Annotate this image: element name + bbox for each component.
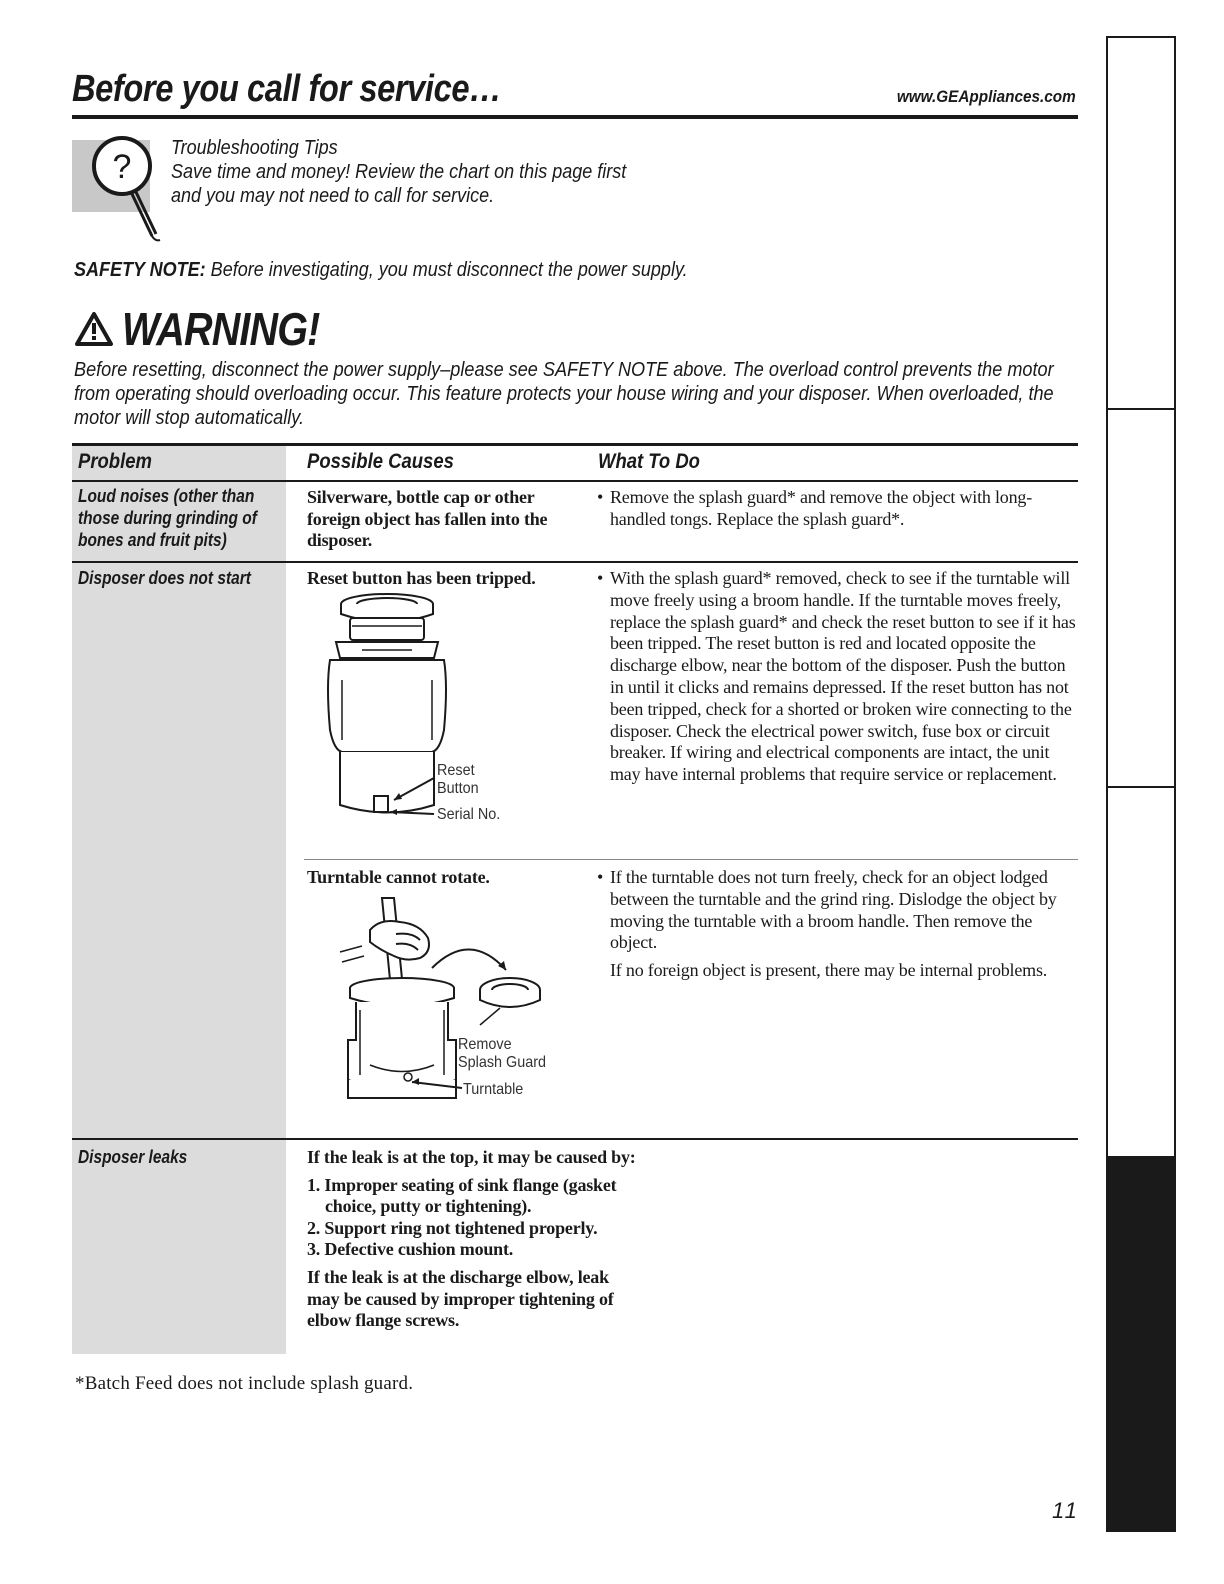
problem-does-not-start: Disposer does not start: [78, 568, 251, 588]
sub-row-divider: [304, 859, 1078, 860]
warning-triangle-icon: [74, 311, 114, 347]
label-button: Button: [437, 780, 479, 797]
question-mark-magnifier-icon: [72, 136, 182, 246]
svg-text:?: ?: [112, 148, 132, 186]
problem-loud-noises: Loud noises (other than those during grinding of bones and fruit pits): [78, 486, 257, 550]
header-what-to-do: What To Do: [598, 450, 700, 473]
page-number: 11: [1052, 1498, 1079, 1523]
turntable-illustration: [320, 890, 560, 1130]
label-serial-no: Serial No.: [437, 806, 501, 823]
tips-line-1: Save time and money! Review the chart on this page first: [171, 161, 627, 183]
list-item: 1. Improper seating of sink flange (gasket choice, putty or tightening).: [307, 1174, 617, 1217]
label-remove: Remove: [458, 1036, 512, 1053]
row-divider-leaks: [72, 1138, 1078, 1140]
title-rule: [72, 115, 1078, 119]
safety-note: [74, 259, 688, 282]
disposer-illustration: [322, 590, 452, 835]
todo-turntable-text: If the turntable does not turn freely, check for an object lodged between the turntable and the grind ring. Dislodge the object by moving the turntable with a broom handle. Then remove the object.: [610, 867, 1057, 953]
list-item: 3. Defective cushion mount.: [307, 1239, 514, 1260]
problem-disposer-leaks: Disposer leaks: [78, 1147, 188, 1167]
todo-remove-object-text: Remove the splash guard* and remove the object with long-handled tongs. Replace the splash guard*.: [610, 487, 1032, 529]
side-tab-active: [1106, 1156, 1176, 1532]
todo-reset-button: • With the splash guard* removed, check to see if the turntable will move freely using a broom handle. If the turntable moves freely, replace the splash guard* and check the reset button to see if it has been tripped. The reset button is red and located opposite the discharge elbow, near the bottom of the disposer. Push the button in until it clicks and remains depressed. If the reset button has not been tripped, check for a shorted or broken wire connecting to the disposer. Check the electrical power switch, fuse box or circuit breaker. If wiring and electrical components are intact, the unit may have internal problems that require service or replacement.: [597, 568, 1082, 786]
todo-internal-problems: If no foreign object is present, there may be internal problems.: [610, 960, 1048, 981]
label-turntable: Turntable: [463, 1081, 524, 1098]
cause-foreign-object: Silverware, bottle cap or other foreign object has fallen into the disposer.: [307, 487, 548, 551]
safety-note-label: SAFETY NOTE:: [74, 259, 206, 281]
row-divider: [72, 561, 1078, 563]
label-reset: Reset: [437, 762, 475, 779]
todo-turntable: • If the turntable does not turn freely, check for an object lodged between the turntable and the grind ring. Dislodge the object by moving the turntable with a broom handle. Then remove the object. If no foreign object is present, there may be internal problems.: [597, 867, 1082, 982]
cause-leaks: [307, 1147, 637, 1338]
warning-title: WARNING!: [122, 303, 320, 355]
side-tab-1: [1106, 36, 1176, 410]
leak-cause-list: [307, 1175, 637, 1261]
cause-reset-tripped: Reset button has been tripped.: [307, 568, 536, 588]
warning-text: Before resetting, disconnect the power supply–please see SAFETY NOTE above. The overload control prevents the motor from operating should overloading occur. This feature protects your house wiring and your disposer. When overloaded, the motor will stop automatically.: [74, 359, 1054, 429]
side-tab-3: [1106, 786, 1176, 1158]
leak-cause-outro: If the leak is at the discharge elbow, leak may be caused by improper tightening of elbow flange screws.: [307, 1266, 614, 1331]
side-tab-2: [1106, 408, 1176, 788]
safety-note-text: Before investigating, you must disconnect the power supply.: [205, 259, 688, 281]
leak-cause-intro: If the leak is at the top, it may be caused by:: [307, 1147, 636, 1167]
label-splash-guard: Splash Guard: [458, 1054, 547, 1071]
list-item: 2. Support ring not tightened properly.: [307, 1217, 598, 1238]
header-rule-left: [72, 480, 286, 482]
header-problem: Problem: [78, 450, 152, 473]
todo-remove-object: • Remove the splash guard* and remove the object with long-handled tongs. Replace the splash guard*.: [597, 487, 1082, 531]
cause-turntable-cannot-rotate: Turntable cannot rotate.: [307, 867, 490, 887]
site-url: www.GEAppliances.com: [897, 87, 1076, 106]
footnote: *Batch Feed does not include splash guard.: [75, 1373, 414, 1394]
todo-reset-button-text: With the splash guard* removed, check to see if the turntable will move freely using a broom handle. If the turntable moves freely, replace the splash guard* and check the reset button to see if it has been tripped. The reset button is red and located opposite the discharge elbow, near the bottom of the disposer. Push the button in until it clicks and remains depressed. If the reset button has not been tripped, check for a shorted or broken wire connecting to the disposer. Check the electrical power switch, fuse box or circuit breaker. If wiring and electrical components are intact, the unit may have internal problems that require service or replacement.: [610, 568, 1076, 785]
page-title: Before you call for service…: [72, 68, 502, 110]
tips-line-2: and you may not need to call for service.: [171, 185, 495, 207]
warning-heading: [74, 302, 352, 356]
header-possible-causes: Possible Causes: [307, 450, 454, 473]
tips-heading: Troubleshooting Tips: [171, 137, 338, 159]
header-rule: [286, 480, 1078, 482]
